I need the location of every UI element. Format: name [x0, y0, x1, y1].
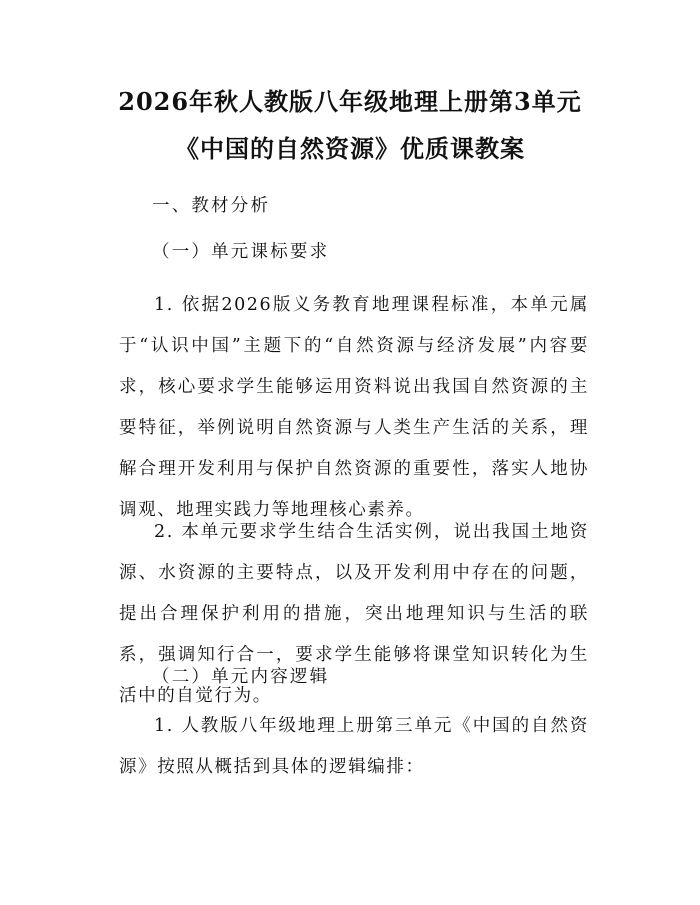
paragraph-requirement-1: 1. 依据2026版义务教育地理课程标准，本单元属于“认识中国”主题下的“自然资源与经济发展”内容要求，核心要求学生能够运用资料说出我国自然资源的主要特征，举例说明自然资源与人类生产生活的关系，理解合理开发利用与保护自然资源的重要性，落实人地协调观、地理实践力等地理核心素养。 [119, 295, 589, 520]
section-heading-textbook-analysis: 一、教材分析 [152, 196, 271, 216]
subsection-heading-curriculum-requirements: （一）单元课标要求 [152, 242, 330, 262]
subsection-heading-content-logic: （二）单元内容逻辑 [152, 667, 330, 687]
paragraph-requirement-2: 2. 本单元要求学生结合生活实例，说出我国土地资源、水资源的主要特点，以及开发利用中存在的问题，提出合理保护利用的措施，突出地理知识与生活的联系，强调知行合一，要求学生能够将课堂知识转化为生活中的自觉行为。 [119, 522, 589, 706]
document-title-line-1: 2026年秋人教版八年级地理上册第3单元 [118, 87, 582, 116]
document-title-line-2: 《中国的自然资源》优质课教案 [175, 134, 525, 163]
paragraph-content-logic-1: 1. 人教版八年级地理上册第三单元《中国的自然资源》按照从概括到具体的逻辑编排： [119, 716, 589, 777]
